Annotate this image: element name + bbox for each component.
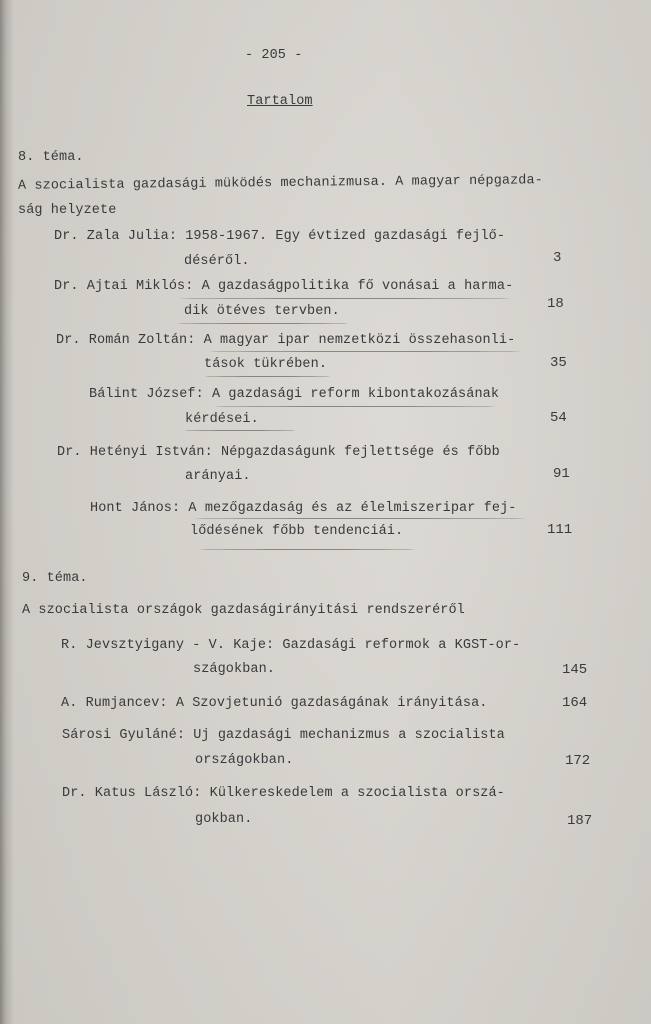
toc-page-number: 164 [562, 695, 588, 711]
toc-entry-continued: szágokban. [193, 662, 276, 677]
section-title: A szocialista országok gazdaságirányitási rendszeréről [22, 603, 465, 618]
toc-page-number: 18 [547, 296, 564, 312]
toc-entry: Bálint József: A gazdasági reform kibontakozásának [89, 387, 500, 402]
section-title: ság helyzete [18, 203, 117, 218]
page-title: Tartalom [247, 94, 313, 109]
toc-page-number: 54 [550, 410, 567, 426]
toc-page-number: 187 [567, 813, 593, 829]
section-label: 8. téma. [18, 150, 84, 165]
toc-entry: Dr. Hetényi István: Népgazdaságunk fejlettsége és főbb [57, 445, 500, 460]
toc-page-number: 111 [547, 522, 573, 538]
toc-page-number: 3 [553, 250, 562, 266]
section-label: 9. téma. [22, 571, 88, 586]
pencil-underline [200, 549, 415, 550]
toc-entry-continued: dik ötéves tervben. [184, 304, 340, 319]
pencil-underline [180, 298, 510, 299]
toc-entry: Dr. Zala Julia: 1958-1967. Egy évtized gazdasági fejlő- [54, 229, 506, 244]
toc-entry: Sárosi Gyuláné: Uj gazdasági mechanizmus a szocialista [62, 728, 505, 743]
toc-page-number: 91 [553, 466, 570, 482]
pencil-underline [210, 351, 520, 352]
toc-entry-continued: országokban. [195, 753, 294, 768]
toc-entry-continued: arányai. [185, 469, 251, 484]
pencil-underline [195, 518, 525, 519]
toc-entry-continued: déséről. [184, 254, 250, 269]
toc-page-number: 35 [550, 355, 567, 371]
page-number: - 205 - [245, 48, 303, 63]
pencil-underline [178, 323, 348, 324]
toc-entry-continued: kérdései. [185, 412, 259, 427]
section-title: A szocialista gazdasági müködés mechanizmusa. A magyar népgazda- [17, 173, 543, 194]
toc-entry: Hont János: A mezőgazdaság és az élelmiszeripar fej- [90, 501, 517, 516]
toc-entry-continued: tások tükrében. [204, 357, 328, 372]
toc-page-number: 172 [565, 753, 591, 769]
toc-page-number: 145 [562, 662, 588, 678]
toc-entry-continued: gokban. [195, 812, 253, 827]
toc-entry: Dr. Katus László: Külkereskedelem a szocialista orszá- [62, 786, 505, 801]
toc-entry: R. Jevsztyigany - V. Kaje: Gazdasági reformok a KGST-or- [61, 638, 521, 653]
pencil-underline [185, 430, 295, 431]
pencil-underline [215, 406, 495, 407]
pencil-underline [205, 376, 330, 377]
toc-entry: Dr. Román Zoltán: A magyar ipar nemzetközi összehasonli- [56, 333, 516, 348]
toc-entry: Dr. Ajtai Miklós: A gazdaságpolitika fő vonásai a harma- [54, 279, 514, 294]
toc-entry: A. Rumjancev: A Szovjetunió gazdaságának irányitása. [61, 696, 488, 711]
toc-entry-continued: lődésének főbb tendenciái. [190, 524, 404, 539]
